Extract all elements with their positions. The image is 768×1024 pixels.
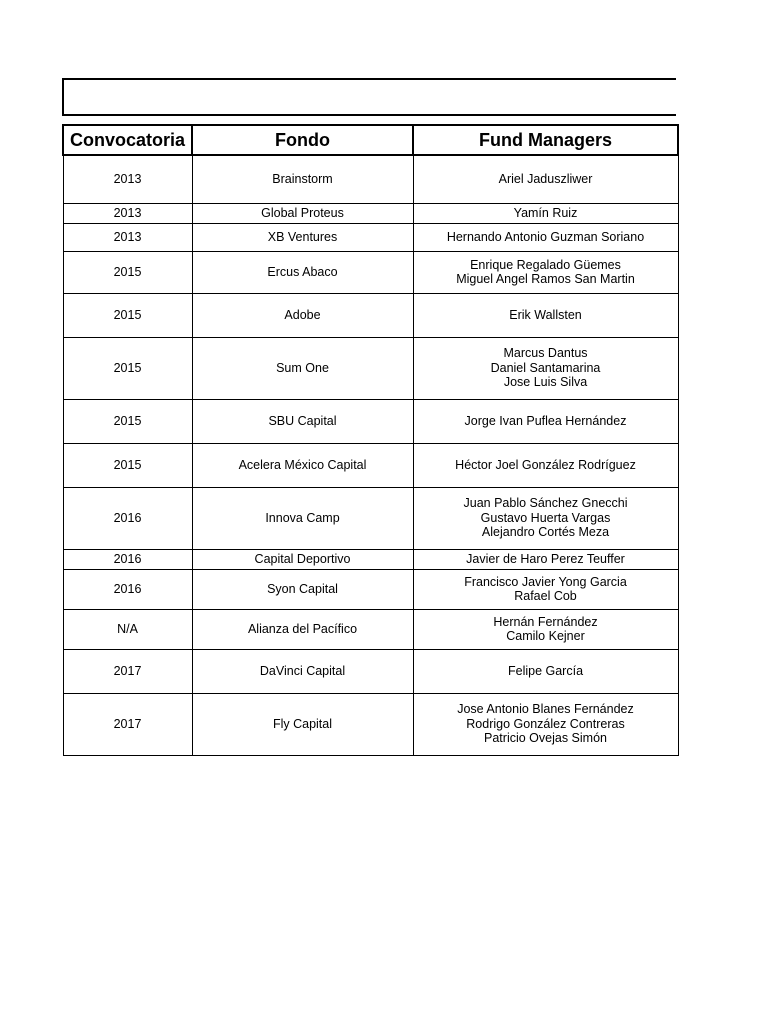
- manager-name: Javier de Haro Perez Teuffer: [466, 551, 625, 566]
- manager-name: Juan Pablo Sánchez Gnecchi: [463, 496, 628, 511]
- manager-name: Miguel Angel Ramos San Martin: [456, 272, 635, 286]
- funds-table: [62, 124, 679, 756]
- cell-fondo: Brainstorm: [192, 155, 413, 203]
- manager-name: Francisco Javier Yong Garcia: [464, 574, 627, 589]
- cell-convocatoria: 2016: [63, 487, 192, 549]
- cell-convocatoria: 2015: [63, 293, 192, 337]
- cell-fund-managers: [413, 293, 678, 337]
- cell-fondo: DaVinci Capital: [192, 649, 413, 693]
- cell-fondo: Acelera México Capital: [192, 443, 413, 487]
- table-body: [63, 155, 678, 755]
- manager-name: Rodrigo González Contreras: [466, 716, 625, 731]
- cell-fondo: Fly Capital: [192, 693, 413, 755]
- manager-name: Ariel Jaduszliwer: [498, 172, 593, 186]
- table-row: [63, 487, 678, 549]
- cell-convocatoria: 2016: [63, 549, 192, 569]
- cell-fondo: Sum One: [192, 337, 413, 399]
- header-fondo: Fondo: [192, 125, 413, 155]
- table-row: [63, 399, 678, 443]
- cell-convocatoria: 2016: [63, 569, 192, 609]
- cell-convocatoria: 2015: [63, 443, 192, 487]
- table-row: [63, 155, 678, 203]
- manager-name: Marcus Dantus: [503, 346, 588, 361]
- cell-fund-managers: [413, 251, 678, 293]
- cell-convocatoria: 2017: [63, 693, 192, 755]
- cell-fondo: SBU Capital: [192, 399, 413, 443]
- cell-fund-managers: [413, 155, 678, 203]
- manager-name: Felipe García: [507, 663, 584, 678]
- cell-fund-managers: [413, 223, 678, 251]
- cell-fondo: Ercus Abaco: [192, 251, 413, 293]
- manager-name: Jorge Ivan Puflea Hernández: [464, 413, 627, 428]
- table-row: [63, 649, 678, 693]
- table-row: [63, 693, 678, 755]
- cell-convocatoria: 2015: [63, 399, 192, 443]
- cell-fund-managers: [413, 337, 678, 399]
- cell-convocatoria: 2015: [63, 251, 192, 293]
- cell-convocatoria: 2013: [63, 203, 192, 223]
- cell-fund-managers: [413, 399, 678, 443]
- cell-fondo: Syon Capital: [192, 569, 413, 609]
- manager-name: Daniel Santamarina: [490, 360, 601, 375]
- table-row: [63, 443, 678, 487]
- cell-fondo: Alianza del Pacífico: [192, 609, 413, 649]
- header-fund-managers: Fund Managers: [413, 125, 678, 155]
- manager-name: Alejandro Cortés Meza: [481, 525, 610, 540]
- manager-name: Jose Antonio Blanes Fernández: [457, 702, 634, 717]
- manager-name: Gustavo Huerta Vargas: [480, 510, 611, 525]
- cell-fund-managers: [413, 549, 678, 569]
- table-row: [63, 337, 678, 399]
- cell-fund-managers: [413, 487, 678, 549]
- cell-fund-managers: [413, 649, 678, 693]
- cell-fund-managers: [413, 609, 678, 649]
- cell-fund-managers: [413, 569, 678, 609]
- table-row: [63, 223, 678, 251]
- manager-name: Camilo Kejner: [506, 629, 585, 643]
- manager-name: Hernando Antonio Guzman Soriano: [446, 229, 645, 244]
- header-row: [63, 125, 678, 155]
- table-row: [63, 251, 678, 293]
- cell-convocatoria: 2013: [63, 155, 192, 203]
- cell-fondo: Adobe: [192, 293, 413, 337]
- manager-name: Jose Luis Silva: [503, 375, 588, 390]
- cell-fondo: Innova Camp: [192, 487, 413, 549]
- table-row: [63, 203, 678, 223]
- cell-fondo: Capital Deportivo: [192, 549, 413, 569]
- manager-name: Erik Wallsten: [509, 307, 582, 322]
- manager-name: Héctor Joel González Rodríguez: [455, 457, 636, 472]
- cell-fund-managers: [413, 443, 678, 487]
- cell-convocatoria: N/A: [63, 609, 192, 649]
- manager-name: Hernán Fernández: [493, 614, 598, 629]
- manager-name: Rafael Cob: [514, 589, 577, 603]
- cell-fondo: XB Ventures: [192, 223, 413, 251]
- table-row: [63, 549, 678, 569]
- table-row: [63, 293, 678, 337]
- title-box: [62, 78, 676, 116]
- cell-convocatoria: 2017: [63, 649, 192, 693]
- table-row: [63, 609, 678, 649]
- cell-fund-managers: [413, 203, 678, 223]
- manager-name: Patricio Ovejas Simón: [484, 731, 607, 746]
- manager-name: Yamín Ruiz: [513, 205, 578, 220]
- cell-fondo: Global Proteus: [192, 203, 413, 223]
- header-convocatoria: Convocatoria: [63, 125, 192, 155]
- manager-name: Enrique Regalado Güemes: [470, 257, 621, 272]
- table-row: [63, 569, 678, 609]
- cell-convocatoria: 2015: [63, 337, 192, 399]
- cell-convocatoria: 2013: [63, 223, 192, 251]
- cell-fund-managers: [413, 693, 678, 755]
